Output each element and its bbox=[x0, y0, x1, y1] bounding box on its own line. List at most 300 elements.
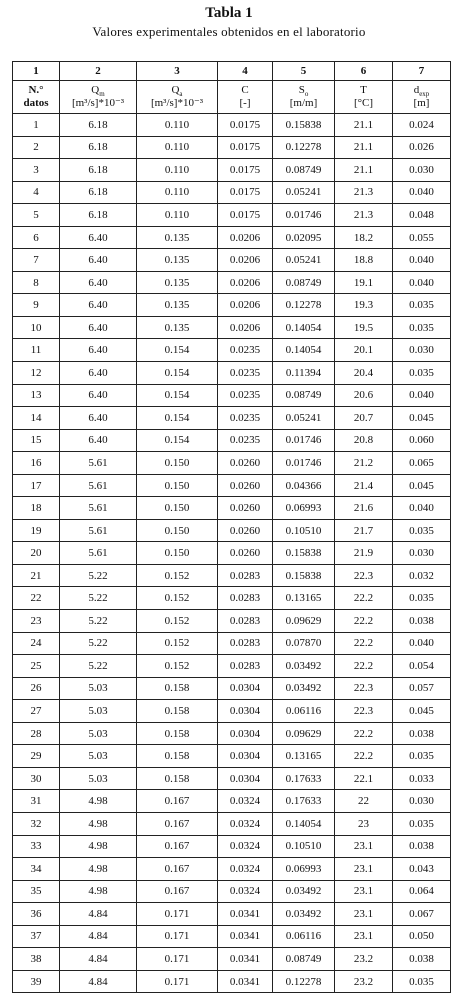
cell-qm: 5.61 bbox=[60, 474, 137, 497]
table-row bbox=[13, 790, 451, 813]
column-number: 3 bbox=[137, 62, 218, 81]
cell-so: 0.10510 bbox=[273, 835, 335, 858]
cell-datos: 17 bbox=[13, 474, 60, 497]
cell-dexp: 0.064 bbox=[393, 880, 451, 903]
cell-qa: 0.152 bbox=[137, 632, 218, 655]
cell-dexp: 0.030 bbox=[393, 542, 451, 565]
cell-datos: 9 bbox=[13, 294, 60, 317]
cell-dexp: 0.035 bbox=[393, 294, 451, 317]
column-number: 4 bbox=[218, 62, 273, 81]
cell-t: 19.1 bbox=[335, 271, 393, 294]
table-row bbox=[13, 632, 451, 655]
cell-c: 0.0260 bbox=[218, 542, 273, 565]
cell-qa: 0.167 bbox=[137, 880, 218, 903]
cell-t: 22.2 bbox=[335, 632, 393, 655]
cell-qm: 5.22 bbox=[60, 587, 137, 610]
cell-qa: 0.110 bbox=[137, 136, 218, 159]
cell-so: 0.17633 bbox=[273, 767, 335, 790]
cell-datos: 10 bbox=[13, 316, 60, 339]
cell-so: 0.09629 bbox=[273, 722, 335, 745]
cell-t: 23.1 bbox=[335, 858, 393, 881]
cell-so: 0.15838 bbox=[273, 542, 335, 565]
cell-c: 0.0324 bbox=[218, 812, 273, 835]
cell-qa: 0.110 bbox=[137, 114, 218, 137]
cell-t: 23.1 bbox=[335, 925, 393, 948]
cell-dexp: 0.040 bbox=[393, 271, 451, 294]
cell-qa: 0.135 bbox=[137, 226, 218, 249]
cell-so: 0.05241 bbox=[273, 249, 335, 272]
cell-qa: 0.167 bbox=[137, 858, 218, 881]
cell-so: 0.14054 bbox=[273, 339, 335, 362]
cell-dexp: 0.035 bbox=[393, 587, 451, 610]
cell-qm: 4.84 bbox=[60, 970, 137, 993]
cell-datos: 7 bbox=[13, 249, 60, 272]
cell-datos: 20 bbox=[13, 542, 60, 565]
cell-qa: 0.167 bbox=[137, 835, 218, 858]
cell-dexp: 0.060 bbox=[393, 429, 451, 452]
cell-dexp: 0.048 bbox=[393, 204, 451, 227]
cell-qa: 0.152 bbox=[137, 610, 218, 633]
header-so-sub: o bbox=[304, 90, 309, 99]
cell-datos: 21 bbox=[13, 564, 60, 587]
table-row bbox=[13, 812, 451, 835]
cell-datos: 30 bbox=[13, 767, 60, 790]
cell-datos: 6 bbox=[13, 226, 60, 249]
cell-c: 0.0260 bbox=[218, 519, 273, 542]
cell-qm: 5.22 bbox=[60, 632, 137, 655]
column-number: 7 bbox=[393, 62, 451, 81]
cell-so: 0.11394 bbox=[273, 362, 335, 385]
cell-dexp: 0.030 bbox=[393, 339, 451, 362]
table-row bbox=[13, 745, 451, 768]
header-dexp bbox=[393, 81, 451, 114]
cell-qa: 0.171 bbox=[137, 970, 218, 993]
cell-so: 0.17633 bbox=[273, 790, 335, 813]
cell-qa: 0.154 bbox=[137, 407, 218, 430]
table-row bbox=[13, 114, 451, 137]
table-row bbox=[13, 767, 451, 790]
cell-dexp: 0.045 bbox=[393, 700, 451, 723]
cell-qm: 6.40 bbox=[60, 226, 137, 249]
cell-qm: 6.40 bbox=[60, 429, 137, 452]
cell-t: 19.5 bbox=[335, 316, 393, 339]
cell-datos: 4 bbox=[13, 181, 60, 204]
cell-so: 0.15838 bbox=[273, 114, 335, 137]
cell-so: 0.04366 bbox=[273, 474, 335, 497]
cell-so: 0.09629 bbox=[273, 610, 335, 633]
header-qa-unit: [m³/s]*10⁻³ bbox=[150, 97, 204, 109]
cell-t: 18.8 bbox=[335, 249, 393, 272]
cell-so: 0.08749 bbox=[273, 271, 335, 294]
cell-dexp: 0.054 bbox=[393, 655, 451, 678]
cell-qm: 6.40 bbox=[60, 362, 137, 385]
cell-qa: 0.154 bbox=[137, 362, 218, 385]
cell-qm: 6.40 bbox=[60, 249, 137, 272]
cell-c: 0.0324 bbox=[218, 880, 273, 903]
header-so bbox=[273, 81, 335, 114]
cell-t: 22 bbox=[335, 790, 393, 813]
cell-qm: 5.61 bbox=[60, 452, 137, 475]
cell-datos: 29 bbox=[13, 745, 60, 768]
cell-datos: 5 bbox=[13, 204, 60, 227]
cell-qa: 0.152 bbox=[137, 587, 218, 610]
table-row bbox=[13, 948, 451, 971]
header-qa-sub: a bbox=[179, 90, 183, 99]
cell-so: 0.05241 bbox=[273, 407, 335, 430]
cell-c: 0.0235 bbox=[218, 339, 273, 362]
header-datos-bottom: datos bbox=[23, 97, 49, 109]
table-row bbox=[13, 316, 451, 339]
cell-qm: 6.40 bbox=[60, 339, 137, 362]
table-row bbox=[13, 925, 451, 948]
cell-c: 0.0175 bbox=[218, 136, 273, 159]
cell-c: 0.0304 bbox=[218, 767, 273, 790]
cell-qm: 6.40 bbox=[60, 316, 137, 339]
cell-c: 0.0206 bbox=[218, 226, 273, 249]
cell-datos: 35 bbox=[13, 880, 60, 903]
header-c bbox=[218, 81, 273, 114]
cell-datos: 12 bbox=[13, 362, 60, 385]
header-dexp-unit: [m] bbox=[413, 97, 430, 109]
cell-so: 0.03492 bbox=[273, 655, 335, 678]
cell-so: 0.12278 bbox=[273, 970, 335, 993]
cell-t: 22.3 bbox=[335, 700, 393, 723]
cell-t: 20.4 bbox=[335, 362, 393, 385]
cell-t: 21.1 bbox=[335, 114, 393, 137]
header-c-symbol: C bbox=[241, 84, 249, 96]
cell-qa: 0.158 bbox=[137, 745, 218, 768]
cell-t: 23 bbox=[335, 812, 393, 835]
cell-qm: 6.18 bbox=[60, 136, 137, 159]
cell-qm: 6.18 bbox=[60, 181, 137, 204]
cell-t: 20.7 bbox=[335, 407, 393, 430]
cell-c: 0.0283 bbox=[218, 655, 273, 678]
cell-dexp: 0.035 bbox=[393, 316, 451, 339]
header-qa bbox=[137, 81, 218, 114]
table-row bbox=[13, 835, 451, 858]
cell-qm: 6.18 bbox=[60, 114, 137, 137]
table-row bbox=[13, 181, 451, 204]
cell-c: 0.0324 bbox=[218, 790, 273, 813]
cell-qa: 0.150 bbox=[137, 542, 218, 565]
cell-c: 0.0304 bbox=[218, 677, 273, 700]
cell-qa: 0.150 bbox=[137, 474, 218, 497]
cell-dexp: 0.026 bbox=[393, 136, 451, 159]
cell-qm: 6.18 bbox=[60, 159, 137, 182]
cell-datos: 16 bbox=[13, 452, 60, 475]
table-row bbox=[13, 542, 451, 565]
cell-qm: 5.03 bbox=[60, 745, 137, 768]
table-row bbox=[13, 384, 451, 407]
cell-qm: 4.98 bbox=[60, 880, 137, 903]
cell-dexp: 0.035 bbox=[393, 745, 451, 768]
cell-datos: 37 bbox=[13, 925, 60, 948]
column-number: 2 bbox=[60, 62, 137, 81]
cell-so: 0.06116 bbox=[273, 700, 335, 723]
cell-t: 21.1 bbox=[335, 159, 393, 182]
cell-qm: 5.03 bbox=[60, 700, 137, 723]
cell-so: 0.03492 bbox=[273, 903, 335, 926]
cell-c: 0.0341 bbox=[218, 970, 273, 993]
cell-c: 0.0175 bbox=[218, 204, 273, 227]
table-subtitle: Valores experimentales obtenidos en el laboratorio bbox=[92, 24, 366, 39]
table-row bbox=[13, 564, 451, 587]
cell-c: 0.0206 bbox=[218, 271, 273, 294]
cell-dexp: 0.057 bbox=[393, 677, 451, 700]
cell-dexp: 0.045 bbox=[393, 474, 451, 497]
cell-c: 0.0260 bbox=[218, 497, 273, 520]
cell-qm: 5.61 bbox=[60, 542, 137, 565]
cell-qm: 4.98 bbox=[60, 858, 137, 881]
cell-qa: 0.152 bbox=[137, 655, 218, 678]
cell-datos: 32 bbox=[13, 812, 60, 835]
cell-qa: 0.167 bbox=[137, 812, 218, 835]
table-row bbox=[13, 519, 451, 542]
cell-so: 0.15838 bbox=[273, 564, 335, 587]
table-row bbox=[13, 587, 451, 610]
cell-t: 23.2 bbox=[335, 970, 393, 993]
cell-t: 23.1 bbox=[335, 835, 393, 858]
cell-qa: 0.110 bbox=[137, 181, 218, 204]
cell-c: 0.0283 bbox=[218, 587, 273, 610]
cell-datos: 26 bbox=[13, 677, 60, 700]
cell-dexp: 0.035 bbox=[393, 362, 451, 385]
cell-qa: 0.152 bbox=[137, 564, 218, 587]
table-row bbox=[13, 136, 451, 159]
cell-so: 0.08749 bbox=[273, 159, 335, 182]
cell-datos: 3 bbox=[13, 159, 60, 182]
cell-so: 0.03492 bbox=[273, 677, 335, 700]
cell-qm: 5.03 bbox=[60, 677, 137, 700]
cell-c: 0.0304 bbox=[218, 722, 273, 745]
cell-t: 18.2 bbox=[335, 226, 393, 249]
cell-datos: 25 bbox=[13, 655, 60, 678]
header-qm bbox=[60, 81, 137, 114]
table-row bbox=[13, 339, 451, 362]
cell-so: 0.07870 bbox=[273, 632, 335, 655]
table-row bbox=[13, 362, 451, 385]
cell-so: 0.08749 bbox=[273, 948, 335, 971]
experimental-values-table bbox=[12, 61, 451, 993]
header-t bbox=[335, 81, 393, 114]
cell-qa: 0.171 bbox=[137, 948, 218, 971]
cell-dexp: 0.030 bbox=[393, 790, 451, 813]
column-number-row bbox=[13, 62, 451, 81]
cell-datos: 28 bbox=[13, 722, 60, 745]
cell-so: 0.01746 bbox=[273, 452, 335, 475]
column-number: 6 bbox=[335, 62, 393, 81]
cell-so: 0.13165 bbox=[273, 587, 335, 610]
cell-qa: 0.150 bbox=[137, 519, 218, 542]
cell-so: 0.12278 bbox=[273, 294, 335, 317]
table-row bbox=[13, 700, 451, 723]
cell-datos: 11 bbox=[13, 339, 60, 362]
cell-so: 0.01746 bbox=[273, 204, 335, 227]
cell-qm: 6.40 bbox=[60, 294, 137, 317]
cell-dexp: 0.038 bbox=[393, 610, 451, 633]
cell-t: 22.3 bbox=[335, 677, 393, 700]
column-header-row bbox=[13, 81, 451, 114]
cell-qa: 0.171 bbox=[137, 903, 218, 926]
cell-qm: 5.03 bbox=[60, 767, 137, 790]
cell-dexp: 0.035 bbox=[393, 519, 451, 542]
cell-c: 0.0324 bbox=[218, 835, 273, 858]
header-t-unit: [°C] bbox=[353, 97, 374, 109]
cell-t: 21.2 bbox=[335, 452, 393, 475]
cell-c: 0.0304 bbox=[218, 700, 273, 723]
cell-dexp: 0.038 bbox=[393, 948, 451, 971]
cell-c: 0.0283 bbox=[218, 564, 273, 587]
cell-so: 0.06993 bbox=[273, 497, 335, 520]
cell-t: 22.2 bbox=[335, 587, 393, 610]
cell-t: 21.6 bbox=[335, 497, 393, 520]
cell-qm: 4.98 bbox=[60, 812, 137, 835]
header-datos bbox=[13, 81, 60, 114]
cell-c: 0.0260 bbox=[218, 474, 273, 497]
cell-datos: 15 bbox=[13, 429, 60, 452]
cell-dexp: 0.032 bbox=[393, 564, 451, 587]
table-row bbox=[13, 452, 451, 475]
cell-dexp: 0.050 bbox=[393, 925, 451, 948]
cell-datos: 39 bbox=[13, 970, 60, 993]
cell-qa: 0.158 bbox=[137, 767, 218, 790]
cell-c: 0.0283 bbox=[218, 632, 273, 655]
cell-qm: 6.40 bbox=[60, 271, 137, 294]
cell-t: 22.2 bbox=[335, 745, 393, 768]
cell-dexp: 0.024 bbox=[393, 114, 451, 137]
cell-datos: 27 bbox=[13, 700, 60, 723]
header-qm-sub: m bbox=[99, 90, 105, 99]
cell-qm: 5.22 bbox=[60, 564, 137, 587]
cell-t: 22.1 bbox=[335, 767, 393, 790]
table-row bbox=[13, 226, 451, 249]
cell-qa: 0.135 bbox=[137, 316, 218, 339]
cell-qm: 4.84 bbox=[60, 925, 137, 948]
cell-qm: 5.22 bbox=[60, 610, 137, 633]
table-row bbox=[13, 159, 451, 182]
cell-datos: 23 bbox=[13, 610, 60, 633]
cell-c: 0.0260 bbox=[218, 452, 273, 475]
cell-dexp: 0.038 bbox=[393, 722, 451, 745]
cell-qm: 5.22 bbox=[60, 655, 137, 678]
cell-qa: 0.154 bbox=[137, 339, 218, 362]
cell-so: 0.10510 bbox=[273, 519, 335, 542]
table-row bbox=[13, 429, 451, 452]
header-qm-unit: [m³/s]*10⁻³ bbox=[71, 97, 125, 109]
cell-so: 0.08749 bbox=[273, 384, 335, 407]
header-so-symbol: S bbox=[298, 84, 305, 96]
cell-t: 22.3 bbox=[335, 564, 393, 587]
cell-datos: 18 bbox=[13, 497, 60, 520]
cell-datos: 13 bbox=[13, 384, 60, 407]
cell-t: 21.1 bbox=[335, 136, 393, 159]
cell-dexp: 0.040 bbox=[393, 249, 451, 272]
table-row bbox=[13, 655, 451, 678]
table-row bbox=[13, 497, 451, 520]
cell-c: 0.0283 bbox=[218, 610, 273, 633]
cell-dexp: 0.035 bbox=[393, 812, 451, 835]
table-row bbox=[13, 722, 451, 745]
cell-c: 0.0175 bbox=[218, 159, 273, 182]
cell-t: 21.3 bbox=[335, 181, 393, 204]
table-row bbox=[13, 249, 451, 272]
cell-qa: 0.158 bbox=[137, 700, 218, 723]
cell-datos: 8 bbox=[13, 271, 60, 294]
cell-datos: 36 bbox=[13, 903, 60, 926]
table-title: Tabla 1 bbox=[205, 5, 253, 21]
cell-qa: 0.158 bbox=[137, 722, 218, 745]
cell-qm: 4.98 bbox=[60, 835, 137, 858]
cell-t: 20.6 bbox=[335, 384, 393, 407]
cell-qa: 0.135 bbox=[137, 294, 218, 317]
cell-c: 0.0235 bbox=[218, 384, 273, 407]
table-row bbox=[13, 880, 451, 903]
cell-qm: 5.61 bbox=[60, 497, 137, 520]
table-row bbox=[13, 610, 451, 633]
cell-c: 0.0341 bbox=[218, 948, 273, 971]
cell-qa: 0.150 bbox=[137, 497, 218, 520]
cell-datos: 2 bbox=[13, 136, 60, 159]
header-c-unit: [-] bbox=[239, 97, 251, 109]
cell-dexp: 0.030 bbox=[393, 159, 451, 182]
cell-c: 0.0341 bbox=[218, 925, 273, 948]
cell-qm: 4.98 bbox=[60, 790, 137, 813]
cell-dexp: 0.065 bbox=[393, 452, 451, 475]
header-t-symbol: T bbox=[360, 84, 367, 96]
header-dexp-symbol: d bbox=[413, 84, 420, 96]
table-row bbox=[13, 474, 451, 497]
cell-qa: 0.110 bbox=[137, 159, 218, 182]
cell-datos: 34 bbox=[13, 858, 60, 881]
column-number: 1 bbox=[13, 62, 60, 81]
cell-t: 23.1 bbox=[335, 880, 393, 903]
cell-t: 20.1 bbox=[335, 339, 393, 362]
cell-dexp: 0.040 bbox=[393, 497, 451, 520]
cell-qm: 6.40 bbox=[60, 407, 137, 430]
cell-t: 22.2 bbox=[335, 722, 393, 745]
table-row bbox=[13, 677, 451, 700]
cell-qa: 0.110 bbox=[137, 204, 218, 227]
header-so-unit: [m/m] bbox=[289, 97, 318, 109]
table-row bbox=[13, 858, 451, 881]
cell-t: 23.2 bbox=[335, 948, 393, 971]
table-row bbox=[13, 271, 451, 294]
cell-so: 0.06116 bbox=[273, 925, 335, 948]
cell-qm: 4.84 bbox=[60, 903, 137, 926]
cell-datos: 31 bbox=[13, 790, 60, 813]
column-number: 5 bbox=[273, 62, 335, 81]
table-row bbox=[13, 407, 451, 430]
cell-t: 23.1 bbox=[335, 903, 393, 926]
cell-dexp: 0.040 bbox=[393, 632, 451, 655]
cell-t: 21.7 bbox=[335, 519, 393, 542]
cell-qm: 5.61 bbox=[60, 519, 137, 542]
cell-c: 0.0304 bbox=[218, 745, 273, 768]
cell-t: 21.9 bbox=[335, 542, 393, 565]
cell-c: 0.0235 bbox=[218, 429, 273, 452]
cell-qa: 0.154 bbox=[137, 429, 218, 452]
cell-so: 0.14054 bbox=[273, 812, 335, 835]
cell-c: 0.0324 bbox=[218, 858, 273, 881]
table-row bbox=[13, 204, 451, 227]
cell-dexp: 0.055 bbox=[393, 226, 451, 249]
cell-datos: 24 bbox=[13, 632, 60, 655]
cell-so: 0.02095 bbox=[273, 226, 335, 249]
cell-t: 21.4 bbox=[335, 474, 393, 497]
cell-datos: 33 bbox=[13, 835, 60, 858]
cell-dexp: 0.033 bbox=[393, 767, 451, 790]
table-row bbox=[13, 903, 451, 926]
